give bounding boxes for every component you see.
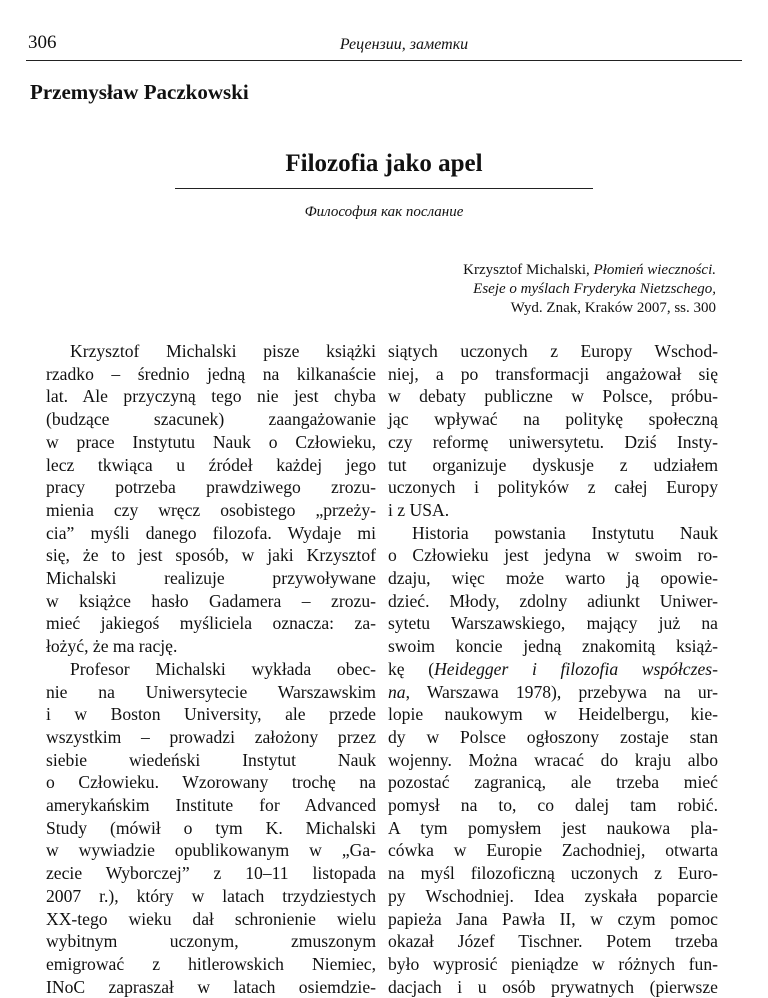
text-line: łożyć, że ma rację.: [46, 636, 178, 657]
text-line: dzieć. Młody, zdolny adiunkt Uniwer-: [388, 590, 718, 611]
text-line: rzadko – średnio jedną na kilkanaście: [46, 363, 376, 384]
text-line: dzaju, więc może warto ją opowie-: [388, 568, 718, 589]
text-line: Profesor Michalski wykłada obec-: [70, 658, 376, 679]
text-line: czy reformę uniwersytetu. Dziś Insty-: [388, 431, 718, 452]
article-subtitle: Философия как послание: [304, 204, 464, 220]
text-line: cia” myśli danego filozofa. Wydaje mi: [46, 522, 376, 543]
text-line: uczonych i polityków z całej Europy: [388, 477, 718, 498]
text-line: pomysł na to, co dalej tam robić.: [388, 795, 718, 816]
text-line: wojenny. Można wracać do kraju albo: [388, 749, 718, 770]
text-line: py Wschodniej. Idea zyskała poparcie: [388, 885, 718, 906]
citation-line: [463, 280, 716, 299]
text-line: w prace Instytutu Nauk o Człowieku,: [46, 431, 376, 452]
text-line: jąc wpływać na politykę społeczną: [388, 409, 718, 430]
article-title: Filozofia jako apel: [285, 150, 483, 177]
text-line: [388, 681, 718, 704]
text-line: i z USA.: [388, 499, 450, 520]
citation-line: Wyd. Znak, Kraków 2007, ss. 300: [510, 300, 716, 316]
text-line: 2007 r.), który w latach trzydziestych: [46, 885, 376, 906]
text-line: (budzące szacunek) zaangażowanie: [46, 409, 376, 430]
text-line: okazał Józef Tischner. Potem trzeba: [388, 931, 718, 952]
text-line: sytetu Warszawskiego, mający już na: [388, 613, 718, 634]
book-citation: [463, 261, 716, 318]
text-line: dacjach i u osób prywatnych (pierwsze: [388, 976, 718, 997]
running-header: [26, 32, 742, 61]
text-line: emigrować z hitlerowskich Niemiec,: [46, 953, 376, 974]
text-line: zecie Wyborczej” z 10–11 listopada: [46, 863, 376, 884]
text-line: w debaty publiczne w Polsce, próbu-: [388, 386, 718, 407]
text-line: wybitnym uczonym, zmuszonym: [46, 931, 376, 952]
text-line: swoim koncie jedną znakomitą książ-: [388, 636, 718, 657]
text-line: Krzysztof Michalski pisze książki: [70, 341, 376, 361]
citation-book-title: Płomień wieczności.: [593, 262, 716, 278]
text-line: lecz tkwiąca u źródeł każdej jego: [46, 454, 376, 475]
text-run: , Warszawa 1978), przebywa na ur-: [405, 681, 718, 702]
title-rule: [175, 188, 593, 189]
text-line: było wyprosić pieniądze w różnych fun-: [388, 953, 718, 974]
text-line: Michalski realizuje przywoływane: [46, 568, 376, 589]
text-line: tut organizuje dyskusje z udziałem: [388, 454, 718, 475]
text-line: papieża Jana Pawła II, w czym pomoc: [388, 908, 718, 929]
text-line: na myśl filozoficzną uczonych z Euro-: [388, 863, 718, 884]
text-line: nie na Uniwersytecie Warszawskim: [46, 681, 376, 702]
text-line: w wywiadzie opublikowanym w „Ga-: [46, 840, 376, 861]
text-line: o Człowieku. Wzorowany trochę na: [46, 772, 376, 793]
page-number: 306: [28, 32, 57, 53]
text-line: wszystkim – prowadzi założony przez: [46, 726, 376, 747]
text-line: cówka w Europie Zachodniej, otwarta: [388, 840, 718, 861]
body-column-left: [46, 340, 376, 998]
text-line: INoC zapraszał w latach osiemdzie-: [46, 976, 376, 997]
text-line: A tym pomysłem jest naukowa pla-: [388, 817, 718, 838]
text-line: Study (mówił o tym K. Michalski: [46, 817, 376, 838]
book-title-italic: Heidegger i filozofia współczes-: [434, 658, 718, 679]
text-line: w książce hasło Gadamera – zrozu-: [46, 590, 376, 611]
text-line: mieć jakiegoś myśliciela oznacza: za-: [46, 613, 376, 634]
text-line: dy w Polsce ogłoszony zostaje stan: [388, 726, 718, 747]
text-line: XX-tego wieku dał schronienie wielu: [46, 908, 376, 929]
text-line: siątych uczonych z Europy Wschod-: [388, 341, 718, 361]
text-line: pracy potrzeba prawdziwego zrozu-: [46, 477, 376, 498]
text-line: o Człowieku jest jedyna w swoim ro-: [388, 545, 718, 566]
text-line: amerykańskim Institute for Advanced: [46, 795, 376, 816]
text-line: siebie wiedeński Instytut Nauk: [46, 749, 376, 770]
text-line: [388, 658, 718, 681]
book-title-italic: na: [388, 681, 406, 702]
text-line: niej, a po transformacji angażował się: [388, 363, 718, 384]
text-run: kę (: [388, 658, 435, 679]
text-line: i w Boston University, ale przede: [46, 704, 376, 725]
text-line: lopie naukowym w Heidelbergu, kie-: [388, 704, 718, 725]
body-column-right: [388, 340, 718, 998]
running-head: Рецензии, заметки: [339, 36, 469, 53]
text-line: lat. Ale przyczyną tego nie jest chyba: [46, 386, 376, 407]
text-line: pozostać zagranicą, ale trzeba mieć: [388, 772, 718, 793]
citation-book-subtitle: Eseje o myślach Fryderyka Nietzschego,: [473, 281, 716, 297]
text-line: Historia powstania Instytutu Nauk: [412, 522, 718, 543]
text-line: mienia czy wręcz osobistego „przeży-: [46, 499, 376, 520]
text-line: się, że to jest sposób, w jaki Krzysztof: [46, 545, 376, 566]
citation-book-author: Krzysztof Michalski,: [463, 262, 594, 278]
citation-line: [463, 261, 716, 280]
article-author: Przemysław Paczkowski: [30, 80, 249, 104]
